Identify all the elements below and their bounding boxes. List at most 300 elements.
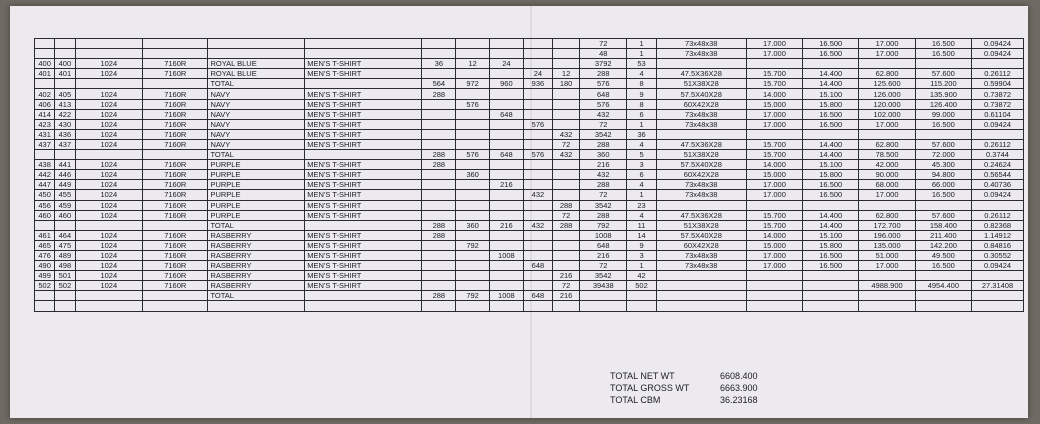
table-row xyxy=(35,129,1024,139)
table-cell xyxy=(55,150,75,160)
table-cell: MEN'S T-SHIRT xyxy=(305,160,422,170)
table-cell: TOTAL xyxy=(208,291,305,301)
table-cell: 16.500 xyxy=(803,119,859,129)
table-cell: 53 xyxy=(627,59,656,69)
table-cell: 57.600 xyxy=(915,69,971,79)
table-cell xyxy=(456,250,490,260)
table-cell: 51X38X28 xyxy=(656,79,746,89)
table-cell xyxy=(55,79,75,89)
table-cell: 17.000 xyxy=(746,250,802,260)
table-row xyxy=(35,230,1024,240)
table-cell xyxy=(456,49,490,59)
table-cell: 8 xyxy=(627,79,656,89)
table-cell: 7160R xyxy=(143,139,208,149)
table-cell xyxy=(208,49,305,59)
table-cell: 47.5X36X28 xyxy=(656,69,746,79)
table-cell: 14.400 xyxy=(803,210,859,220)
table-cell: PURPLE xyxy=(208,210,305,220)
table-cell xyxy=(803,59,859,69)
table-cell xyxy=(523,160,552,170)
table-cell: 17.000 xyxy=(746,190,802,200)
table-cell: 39438 xyxy=(580,281,627,291)
table-cell: 172.700 xyxy=(859,220,915,230)
table-cell: NAVY xyxy=(208,89,305,99)
table-cell xyxy=(746,281,802,291)
table-cell: 72 xyxy=(580,39,627,49)
table-cell: 125.600 xyxy=(859,79,915,89)
table-cell: 102.000 xyxy=(859,109,915,119)
table-cell xyxy=(553,240,580,250)
table-cell: 460 xyxy=(35,210,55,220)
table-cell: 648 xyxy=(523,291,552,301)
table-cell: 288 xyxy=(580,180,627,190)
table-cell: 422 xyxy=(55,109,75,119)
table-cell xyxy=(422,99,456,109)
table-cell xyxy=(422,281,456,291)
table-cell: 402 xyxy=(35,89,55,99)
table-cell: 1024 xyxy=(75,200,143,210)
table-cell xyxy=(523,49,552,59)
table-cell: 360 xyxy=(456,220,490,230)
table-cell xyxy=(523,200,552,210)
table-cell xyxy=(55,291,75,301)
table-cell: 62.800 xyxy=(859,210,915,220)
table-cell xyxy=(553,301,580,311)
table-cell: 0.40736 xyxy=(972,180,1024,190)
table-cell xyxy=(456,230,490,240)
table-cell: 216 xyxy=(490,220,524,230)
table-cell xyxy=(143,49,208,59)
table-cell xyxy=(972,129,1024,139)
table-cell: 792 xyxy=(456,240,490,250)
table-cell: 576 xyxy=(456,99,490,109)
table-cell: 42 xyxy=(627,271,656,281)
table-cell: NAVY xyxy=(208,129,305,139)
table-cell xyxy=(859,59,915,69)
table-cell: 51X38X28 xyxy=(656,220,746,230)
table-cell xyxy=(75,49,143,59)
table-cell: 16.500 xyxy=(915,190,971,200)
table-cell: 14.000 xyxy=(746,160,802,170)
table-cell: 1024 xyxy=(75,230,143,240)
table-cell: 7160R xyxy=(143,210,208,220)
table-cell xyxy=(972,271,1024,281)
table-cell: 216 xyxy=(580,250,627,260)
table-row xyxy=(35,39,1024,49)
table-cell: 36 xyxy=(627,129,656,139)
table-cell xyxy=(456,281,490,291)
table-cell: 447 xyxy=(35,180,55,190)
table-cell: MEN'S T-SHIRT xyxy=(305,170,422,180)
total-value: 6608.400 xyxy=(720,371,758,381)
table-cell xyxy=(859,200,915,210)
table-row xyxy=(35,200,1024,210)
table-cell: 126.400 xyxy=(915,99,971,109)
table-cell xyxy=(35,49,55,59)
table-cell: 3 xyxy=(627,250,656,260)
table-cell: 216 xyxy=(553,291,580,301)
table-row xyxy=(35,190,1024,200)
table-cell: 15.000 xyxy=(746,99,802,109)
table-cell: 0.56544 xyxy=(972,170,1024,180)
table-cell: 1.14912 xyxy=(972,230,1024,240)
table-cell xyxy=(803,301,859,311)
table-cell xyxy=(305,39,422,49)
table-row xyxy=(35,220,1024,230)
table-cell: 7160R xyxy=(143,190,208,200)
table-cell: 12 xyxy=(553,69,580,79)
table-cell: 648 xyxy=(580,240,627,250)
table-cell: 73x48x38 xyxy=(656,49,746,59)
table-cell xyxy=(656,281,746,291)
table-cell: 0.61104 xyxy=(972,109,1024,119)
table-cell xyxy=(456,109,490,119)
total-row xyxy=(610,394,790,406)
totals-block xyxy=(610,370,790,406)
table-cell xyxy=(972,200,1024,210)
table-cell: 9 xyxy=(627,89,656,99)
packing-list-table xyxy=(34,38,1024,312)
table-cell xyxy=(656,129,746,139)
table-cell: 72 xyxy=(553,139,580,149)
table-cell: 405 xyxy=(55,89,75,99)
table-cell xyxy=(553,230,580,240)
table-cell xyxy=(422,200,456,210)
table-cell xyxy=(456,301,490,311)
table-cell: 17.000 xyxy=(746,39,802,49)
table-cell xyxy=(305,49,422,59)
table-cell: 1024 xyxy=(75,129,143,139)
table-cell: 501 xyxy=(55,271,75,281)
table-cell: 288 xyxy=(422,89,456,99)
table-cell: 7160R xyxy=(143,240,208,250)
table-cell xyxy=(143,220,208,230)
table-cell: ROYAL BLUE xyxy=(208,69,305,79)
table-cell: 72 xyxy=(580,119,627,129)
table-cell xyxy=(746,129,802,139)
table-cell: 47.5X36X28 xyxy=(656,210,746,220)
table-cell: 15.800 xyxy=(803,99,859,109)
table-cell: 1024 xyxy=(75,89,143,99)
table-cell xyxy=(490,49,524,59)
table-cell: 1008 xyxy=(490,250,524,260)
table-cell: RASBERRY xyxy=(208,230,305,240)
table-cell xyxy=(523,39,552,49)
table-cell xyxy=(490,69,524,79)
table-cell xyxy=(456,180,490,190)
table-cell: 57.5X40X28 xyxy=(656,89,746,99)
table-cell: 499 xyxy=(35,271,55,281)
table-cell: PURPLE xyxy=(208,190,305,200)
table-cell xyxy=(456,139,490,149)
table-cell xyxy=(553,180,580,190)
table-cell xyxy=(456,160,490,170)
table-cell: 459 xyxy=(55,200,75,210)
table-cell xyxy=(422,240,456,250)
table-cell: 62.800 xyxy=(859,139,915,149)
table-cell xyxy=(627,301,656,311)
table-cell: 288 xyxy=(580,69,627,79)
table-cell: 1 xyxy=(627,261,656,271)
packing-list-sheet xyxy=(10,6,1028,418)
table-cell: 7160R xyxy=(143,250,208,260)
table-cell: NAVY xyxy=(208,99,305,109)
table-cell xyxy=(490,89,524,99)
table-cell: 7160R xyxy=(143,89,208,99)
table-cell xyxy=(490,200,524,210)
table-cell: 1024 xyxy=(75,170,143,180)
table-cell: PURPLE xyxy=(208,170,305,180)
table-cell: 4 xyxy=(627,180,656,190)
table-cell: 7160R xyxy=(143,271,208,281)
table-cell xyxy=(422,119,456,129)
table-cell: 0.26112 xyxy=(972,69,1024,79)
table-cell: 441 xyxy=(55,160,75,170)
table-row xyxy=(35,69,1024,79)
table-row xyxy=(35,250,1024,260)
table-cell: 120.000 xyxy=(859,99,915,109)
table-cell: 72 xyxy=(553,210,580,220)
table-cell xyxy=(422,69,456,79)
table-cell: 0.09424 xyxy=(972,119,1024,129)
table-cell xyxy=(35,301,55,311)
table-cell: 442 xyxy=(35,170,55,180)
table-cell: 432 xyxy=(523,190,552,200)
table-cell: PURPLE xyxy=(208,180,305,190)
table-cell xyxy=(656,59,746,69)
table-cell: 1024 xyxy=(75,180,143,190)
table-cell xyxy=(915,59,971,69)
table-cell: 432 xyxy=(580,170,627,180)
table-cell xyxy=(55,220,75,230)
table-cell: 9 xyxy=(627,240,656,250)
total-label: TOTAL NET WT xyxy=(610,371,675,381)
table-cell: 17.000 xyxy=(746,180,802,190)
table-row xyxy=(35,170,1024,180)
table-cell: 0.82368 xyxy=(972,220,1024,230)
table-cell: 0.24624 xyxy=(972,160,1024,170)
table-cell: 126.000 xyxy=(859,89,915,99)
table-cell: 288 xyxy=(422,150,456,160)
table-cell xyxy=(523,170,552,180)
table-cell: 288 xyxy=(553,220,580,230)
table-cell: 648 xyxy=(580,89,627,99)
table-cell: 16.500 xyxy=(915,261,971,271)
table-cell: 648 xyxy=(523,261,552,271)
total-value: 36.23168 xyxy=(720,395,758,405)
table-cell: 3542 xyxy=(580,129,627,139)
table-cell: 11 xyxy=(627,220,656,230)
table-cell xyxy=(305,291,422,301)
table-cell: ROYAL BLUE xyxy=(208,59,305,69)
table-cell xyxy=(35,39,55,49)
table-row xyxy=(35,89,1024,99)
table-cell: 502 xyxy=(55,281,75,291)
table-cell xyxy=(143,150,208,160)
table-cell: 17.000 xyxy=(859,39,915,49)
table-cell xyxy=(490,261,524,271)
table-cell: TOTAL xyxy=(208,220,305,230)
table-cell xyxy=(746,200,802,210)
table-cell: 461 xyxy=(35,230,55,240)
table-cell: 16.500 xyxy=(803,39,859,49)
table-cell: 576 xyxy=(523,150,552,160)
table-cell xyxy=(143,291,208,301)
table-cell: 16.500 xyxy=(803,261,859,271)
table-cell: 1024 xyxy=(75,109,143,119)
table-cell: 60X42X28 xyxy=(656,99,746,109)
table-cell xyxy=(972,301,1024,311)
table-cell xyxy=(422,301,456,311)
table-cell: 60X42X28 xyxy=(656,240,746,250)
table-cell: 48 xyxy=(580,49,627,59)
table-cell xyxy=(490,281,524,291)
table-cell xyxy=(523,139,552,149)
table-cell xyxy=(490,129,524,139)
table-cell: 1024 xyxy=(75,160,143,170)
table-cell: 17.000 xyxy=(859,190,915,200)
table-cell xyxy=(656,291,746,301)
table-cell: 216 xyxy=(553,271,580,281)
table-cell: 360 xyxy=(580,150,627,160)
table-cell: 0.09424 xyxy=(972,261,1024,271)
table-cell xyxy=(422,271,456,281)
table-cell: 17.000 xyxy=(859,49,915,59)
table-cell: 1024 xyxy=(75,240,143,250)
table-cell: 60X42X28 xyxy=(656,170,746,180)
table-cell xyxy=(803,129,859,139)
table-cell xyxy=(523,99,552,109)
table-cell: 7160R xyxy=(143,129,208,139)
table-cell xyxy=(143,79,208,89)
table-cell: 16.500 xyxy=(803,250,859,260)
table-cell: 15.100 xyxy=(803,89,859,99)
table-cell: 4954.400 xyxy=(915,281,971,291)
table-cell: 476 xyxy=(35,250,55,260)
table-cell: 400 xyxy=(55,59,75,69)
table-cell: 414 xyxy=(35,109,55,119)
total-label: TOTAL GROSS WT xyxy=(610,383,690,393)
table-cell xyxy=(490,210,524,220)
table-cell: 135.900 xyxy=(915,89,971,99)
table-cell xyxy=(553,59,580,69)
table-cell xyxy=(553,119,580,129)
table-cell: 15.700 xyxy=(746,150,802,160)
table-cell: 17.000 xyxy=(859,119,915,129)
table-cell xyxy=(208,39,305,49)
table-cell xyxy=(55,39,75,49)
table-cell: 15.800 xyxy=(803,170,859,180)
table-cell xyxy=(803,200,859,210)
table-cell: 792 xyxy=(580,220,627,230)
table-cell: 475 xyxy=(55,240,75,250)
table-cell xyxy=(915,291,971,301)
table-cell xyxy=(553,190,580,200)
table-cell xyxy=(553,250,580,260)
table-cell xyxy=(305,220,422,230)
table-cell xyxy=(580,301,627,311)
table-cell: 158.400 xyxy=(915,220,971,230)
table-cell: 17.000 xyxy=(859,261,915,271)
table-cell xyxy=(35,291,55,301)
table-cell: 7160R xyxy=(143,200,208,210)
table-cell xyxy=(523,210,552,220)
table-cell xyxy=(456,129,490,139)
table-cell xyxy=(35,150,55,160)
table-cell xyxy=(523,281,552,291)
table-cell xyxy=(75,291,143,301)
table-cell: 73x48x38 xyxy=(656,119,746,129)
table-cell: 432 xyxy=(580,109,627,119)
table-cell xyxy=(490,240,524,250)
table-cell: 7160R xyxy=(143,119,208,129)
table-row xyxy=(35,139,1024,149)
table-cell: 99.000 xyxy=(915,109,971,119)
table-cell: 1008 xyxy=(490,291,524,301)
table-cell xyxy=(143,301,208,311)
table-cell xyxy=(490,160,524,170)
table-cell xyxy=(523,240,552,250)
table-cell xyxy=(456,69,490,79)
table-cell xyxy=(523,89,552,99)
table-cell: 27.31408 xyxy=(972,281,1024,291)
table-cell xyxy=(422,190,456,200)
table-cell: RASBERRY xyxy=(208,271,305,281)
table-cell: 455 xyxy=(55,190,75,200)
table-cell: 78.500 xyxy=(859,150,915,160)
table-cell: 0.59904 xyxy=(972,79,1024,89)
table-cell: 14.000 xyxy=(746,230,802,240)
table-cell xyxy=(523,109,552,119)
table-cell: 7160R xyxy=(143,99,208,109)
table-cell: 72.000 xyxy=(915,150,971,160)
table-cell: 211.400 xyxy=(915,230,971,240)
table-cell xyxy=(422,39,456,49)
table-cell: NAVY xyxy=(208,139,305,149)
table-cell xyxy=(143,39,208,49)
table-cell: 4 xyxy=(627,210,656,220)
table-cell xyxy=(35,79,55,89)
table-cell: 15.700 xyxy=(746,69,802,79)
table-cell: 1024 xyxy=(75,69,143,79)
table-cell: 401 xyxy=(55,69,75,79)
table-cell: 115.200 xyxy=(915,79,971,89)
table-cell: MEN'S T-SHIRT xyxy=(305,250,422,260)
table-cell: 216 xyxy=(490,180,524,190)
table-cell: 42.000 xyxy=(859,160,915,170)
table-row xyxy=(35,99,1024,109)
table-cell: 1024 xyxy=(75,250,143,260)
table-cell xyxy=(422,49,456,59)
table-cell: MEN'S T-SHIRT xyxy=(305,59,422,69)
table-cell xyxy=(75,39,143,49)
table-cell xyxy=(75,220,143,230)
table-cell xyxy=(580,291,627,301)
table-cell: 196.000 xyxy=(859,230,915,240)
table-cell: 288 xyxy=(422,160,456,170)
table-cell xyxy=(746,301,802,311)
table-cell: 6 xyxy=(627,170,656,180)
table-cell: 0.09424 xyxy=(972,190,1024,200)
table-cell xyxy=(490,190,524,200)
table-cell: 73x48x38 xyxy=(656,250,746,260)
table-cell: 1024 xyxy=(75,119,143,129)
table-cell: 180 xyxy=(553,79,580,89)
table-cell: 16.500 xyxy=(915,39,971,49)
table-cell: 436 xyxy=(55,129,75,139)
table-cell: 406 xyxy=(35,99,55,109)
table-cell: 0.73872 xyxy=(972,99,1024,109)
